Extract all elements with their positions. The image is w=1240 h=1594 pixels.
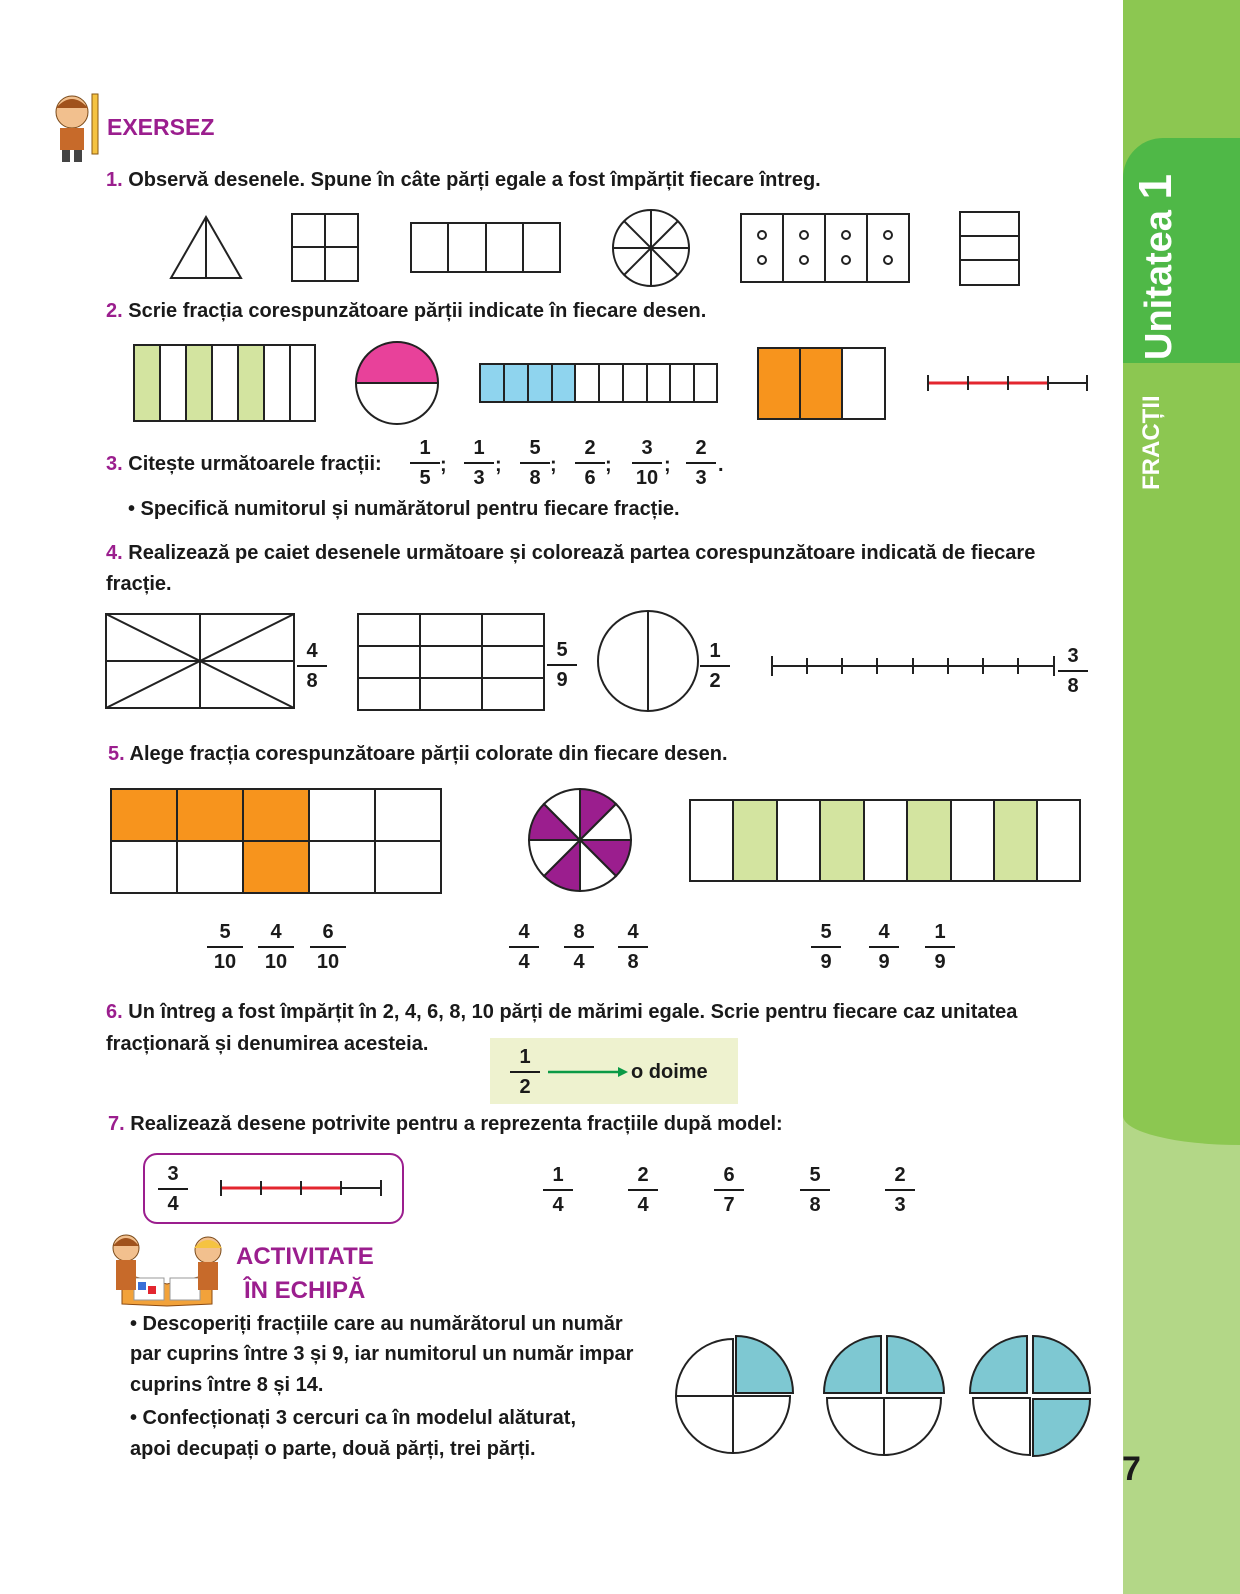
page-number: 7 (1122, 1450, 1141, 1488)
ex3-fraction: 2 6 (575, 434, 605, 492)
chapter-label: FRACȚII (1138, 395, 1165, 490)
ex3-fraction: 3 10 (632, 434, 662, 492)
ex5-choice: 4 4 (509, 918, 539, 976)
ex7-fraction: 5 8 (800, 1161, 830, 1219)
section-title: EXERSEZ (107, 114, 215, 140)
ex3-fraction: 1 5 (410, 434, 440, 492)
ex4-fraction: 5 9 (547, 636, 577, 694)
ex4-instruction-cont: fracție. (106, 573, 172, 595)
ex4-instruction: 4. Realizează pe caiet desenele următoare și colorează partea corespunzătoare indicată de fiecare (106, 542, 1036, 564)
ex6-example-fraction: 1 2 (510, 1043, 540, 1101)
ex7-instruction: 7. Realizează desene potrivite pentru a reprezenta fracțiile după model: (108, 1113, 783, 1135)
ex5-choice: 4 10 (258, 918, 294, 976)
ex6-example-name: o doime (631, 1061, 708, 1083)
activity-b2-line2: apoi decupați o parte, două părți, trei părți. (130, 1438, 536, 1460)
ex5-choice: 5 9 (811, 918, 841, 976)
ex5-choice: 4 8 (618, 918, 648, 976)
ex5-choice: 1 9 (925, 918, 955, 976)
separator: ; (605, 454, 612, 476)
ex5-choice: 6 10 (310, 918, 346, 976)
ex4-fraction: 3 8 (1058, 642, 1088, 700)
separator: ; (550, 454, 557, 476)
separator: ; (664, 454, 671, 476)
activity-b1-line3: cuprins între 8 și 14. (130, 1374, 324, 1396)
ex3-fraction: 1 3 (464, 434, 494, 492)
ex6-instruction: 6. Un întreg a fost împărțit în 2, 4, 6, 8, 10 părți de mărimi egale. Scrie pentru fiecare caz unitatea (106, 1001, 1018, 1023)
ex5-choice: 5 10 (207, 918, 243, 976)
activity-b1-line2: par cuprins între 3 și 9, iar numitorul un număr impar (130, 1343, 634, 1365)
ex3-fraction: 2 3 (686, 434, 716, 492)
ex5-instruction: 5. Alege fracția corespunzătoare părții colorate din fiecare desen. (108, 743, 728, 765)
end-mark: . (718, 454, 724, 476)
ex3-bullet: • Specifică numitorul și numărătorul pentru fiecare fracție. (128, 498, 680, 520)
ex5-choice: 4 9 (869, 918, 899, 976)
circle-2-quarters-cut (824, 1336, 944, 1455)
ex2-instruction: 2. Scrie fracția corespunzătoare părții indicate în fiecare desen. (106, 300, 707, 322)
ex7-fraction: 6 7 (714, 1161, 744, 1219)
circle-1-quarter-cut (676, 1336, 793, 1453)
ex4-fraction: 4 8 (297, 637, 327, 695)
ex7-fraction: 2 4 (628, 1161, 658, 1219)
ex3-instruction: 3. Citește următoarele fracții: (106, 453, 382, 475)
ex7-fraction: 1 4 (543, 1161, 573, 1219)
unit-label: Unitatea 1 (1129, 173, 1181, 360)
ex4-fraction: 1 2 (700, 637, 730, 695)
activity-title-line2: ÎN ECHIPĂ (244, 1277, 366, 1304)
circle-3-quarters-cut (970, 1336, 1090, 1456)
ex6-instruction-cont: fracționară și denumirea acesteia. (106, 1033, 429, 1055)
separator: ; (440, 454, 447, 476)
ex5-choice: 8 4 (564, 918, 594, 976)
ex7-fraction: 2 3 (885, 1161, 915, 1219)
activity-b1-line1: • Descoperiți fracțiile care au numărătorul un număr (130, 1313, 623, 1335)
separator: ; (495, 454, 502, 476)
ex7-model-fraction: 3 4 (158, 1160, 188, 1218)
activity-b2-line1: • Confecționați 3 cercuri ca în modelul alăturat, (130, 1407, 576, 1429)
ex3-fraction: 5 8 (520, 434, 550, 492)
ex1-instruction: 1. Observă desenele. Spune în câte părți egale a fost împărțit fiecare întreg. (106, 169, 821, 191)
activity-title-line1: ACTIVITATE (236, 1243, 374, 1270)
